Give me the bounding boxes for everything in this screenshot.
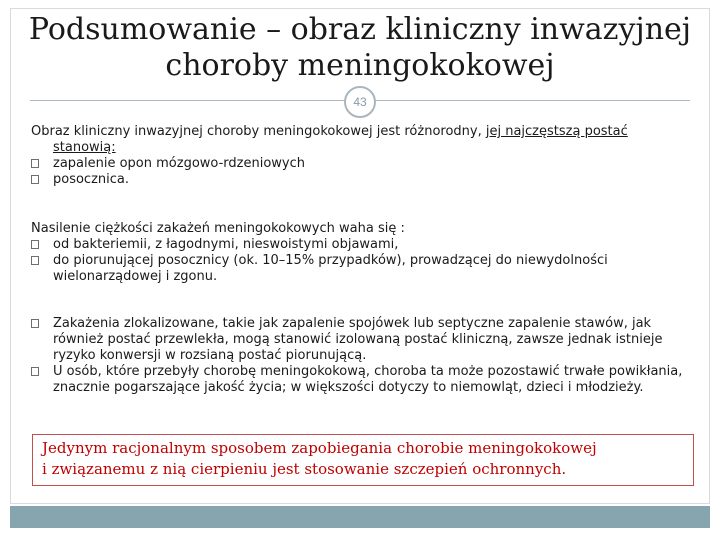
list-item xyxy=(31,253,686,285)
intro-bullet-list xyxy=(31,156,686,188)
localized-bullet-list xyxy=(31,316,686,396)
square-bullet-icon xyxy=(31,175,39,184)
bullet-text: od bakteriemii, z łagodnymi, nieswoistymi objawami, xyxy=(53,237,399,252)
square-bullet-icon xyxy=(31,367,39,376)
intro-text: Obraz kliniczny inwazyjnej choroby meningokokowej jest różnorodny, xyxy=(31,124,486,139)
list-item xyxy=(31,172,686,188)
callout-line-2: i związanemu z nią cierpieniu jest stosowanie szczepień ochronnych. xyxy=(42,460,567,478)
square-bullet-icon xyxy=(31,256,39,265)
title-line-1: Podsumowanie – obraz kliniczny inwazyjnej xyxy=(28,12,692,47)
square-bullet-icon xyxy=(31,240,39,249)
footer-bar xyxy=(10,506,710,528)
bullet-text: zapalenie opon mózgowo-rdzeniowych xyxy=(53,156,306,171)
slide-title xyxy=(10,12,710,84)
severity-bullet-list xyxy=(31,237,686,285)
title-line-2: choroby meningokokowej xyxy=(165,48,555,83)
list-item xyxy=(31,156,686,172)
bullet-text: do piorunującej posocznicy (ok. 10–15% przypadków), prowadzącej do niewydolności wielonarządowej i zgonu. xyxy=(53,253,608,284)
square-bullet-icon xyxy=(31,319,39,328)
localized-section xyxy=(31,316,686,396)
bullet-text: U osób, które przebyły chorobę meningokokową, choroba ta może pozostawić trwałe powikłania, znacznie pogarszające jakość życia; w większości dotyczy to niemowląt, dzieci i młodzieży. xyxy=(53,364,683,395)
list-item xyxy=(31,364,686,396)
intro-highlight: jej najczęstszą postać xyxy=(485,124,628,139)
square-bullet-icon xyxy=(31,159,39,168)
severity-section xyxy=(31,221,686,285)
list-item xyxy=(31,237,686,253)
bullet-text: posocznica. xyxy=(53,172,130,187)
intro-continuation: stanowią: xyxy=(53,140,116,155)
page-number-badge: 43 xyxy=(344,86,376,118)
bullet-text: Zakażenia zlokalizowane, takie jak zapalenie spojówek lub septyczne zapalenie stawów, jak również postać przewlekła, mogą stanowić izolowaną postać kliniczną, zawsze jednak istnieje ryzyko konwersji w rozsianą postać piorunującą. xyxy=(53,316,663,363)
callout-line-1: Jedynym racjonalnym sposobem zapobiegania chorobie meningokokowej xyxy=(42,439,597,457)
severity-heading: Nasilenie ciężkości zakażeń meningokokowych waha się : xyxy=(31,221,405,236)
list-item xyxy=(31,316,686,364)
intro-paragraph xyxy=(31,124,686,156)
intro-section xyxy=(31,124,686,188)
conclusion-callout-box xyxy=(32,434,694,486)
